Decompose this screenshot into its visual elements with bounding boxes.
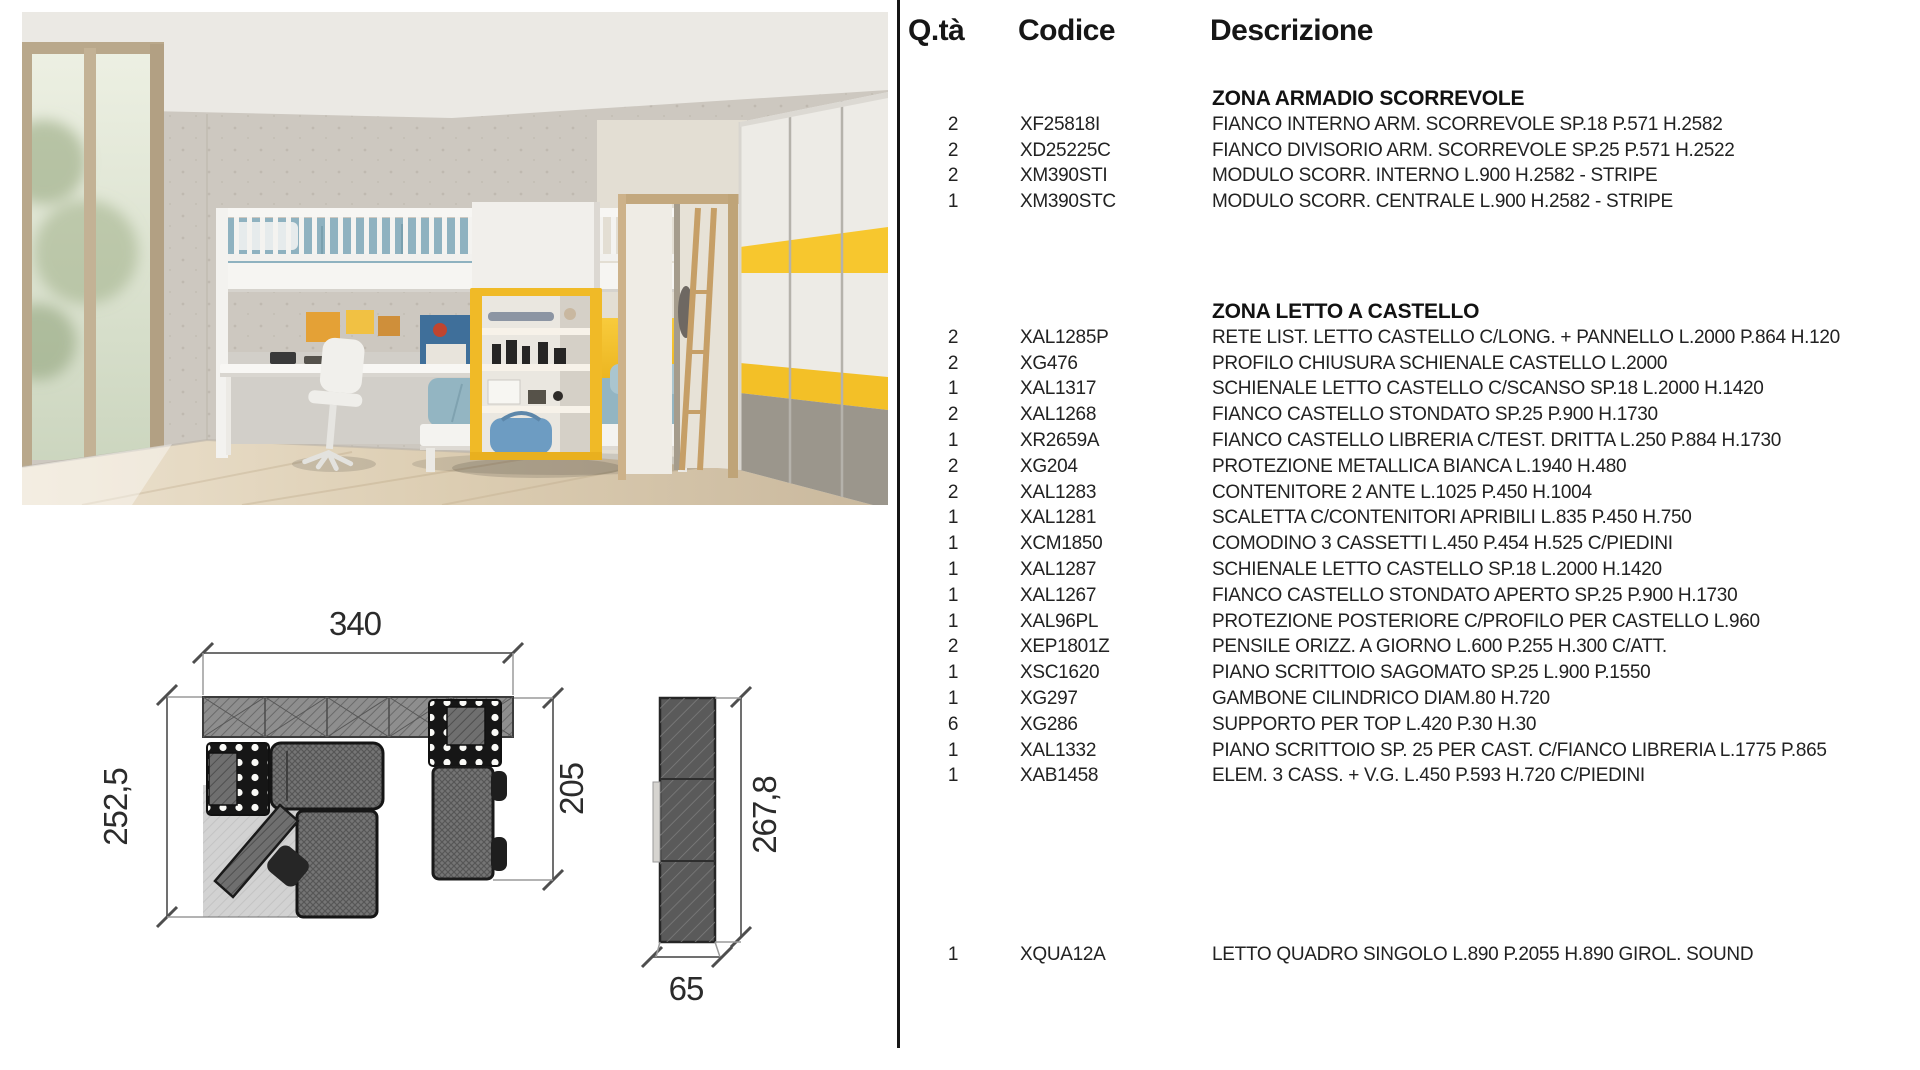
qty-cell: 2 — [947, 352, 959, 374]
qty-cell: 2 — [947, 481, 959, 503]
desc-cell: FIANCO INTERNO ARM. SCORREVOLE SP.18 P.571 H.2582 — [1212, 113, 1723, 135]
parts-row — [908, 454, 1920, 480]
qty-cell: 1 — [947, 584, 959, 606]
desc-cell: PIANO SCRITTOIO SAGOMATO SP.25 L.900 P.1550 — [1212, 662, 1651, 684]
vertical-divider-line — [897, 0, 900, 1048]
qty-cell: 2 — [947, 636, 959, 658]
elev-dim-height: 267,8 — [746, 776, 783, 854]
code-cell: XG476 — [1020, 352, 1078, 374]
code-cell: XAL1317 — [1020, 378, 1097, 400]
code-cell: XAL1332 — [1020, 739, 1097, 761]
window — [22, 42, 164, 472]
parts-row — [908, 377, 1920, 403]
code-cell: XD25225C — [1020, 139, 1111, 161]
parts-section — [908, 85, 1920, 215]
code-cell: XAL1287 — [1020, 559, 1097, 581]
desc-cell: MODULO SCORR. INTERNO L.900 H.2582 - STRIPE — [1212, 165, 1658, 187]
doorway — [618, 194, 744, 480]
desc-cell: PROTEZIONE POSTERIORE C/PROFILO PER CASTELLO L.960 — [1212, 610, 1760, 632]
code-cell: XAL1268 — [1020, 404, 1097, 426]
parts-section — [908, 942, 1920, 968]
desc-cell: COMODINO 3 CASSETTI L.450 P.454 H.525 C/PIEDINI — [1212, 533, 1673, 555]
parts-row — [908, 738, 1920, 764]
qty-cell: 1 — [947, 943, 959, 965]
code-cell: XAL1267 — [1020, 584, 1097, 606]
code-cell: XG286 — [1020, 713, 1078, 735]
parts-row — [908, 506, 1920, 532]
qty-column-header: Q.tà — [908, 14, 965, 47]
desc-cell: MODULO SCORR. CENTRALE L.900 H.2582 - STRIPE — [1212, 191, 1673, 213]
qty-cell: 1 — [947, 610, 959, 632]
room-photo-illustration — [22, 12, 888, 505]
parts-row — [908, 351, 1920, 377]
desc-cell: PENSILE ORIZZ. A GIORNO L.600 P.255 H.300 C/ATT. — [1212, 636, 1667, 658]
qty-cell: 1 — [947, 739, 959, 761]
code-cell: XAL1283 — [1020, 481, 1097, 503]
qty-cell: 2 — [947, 404, 959, 426]
desc-column-header: Descrizione — [1210, 14, 1373, 47]
elev-dim-width: 65 — [668, 970, 704, 1007]
sliding-wardrobe — [740, 92, 888, 505]
parts-row — [908, 660, 1920, 686]
parts-row — [908, 480, 1920, 506]
desc-cell: FIANCO CASTELLO LIBRERIA C/TEST. DRITTA L.250 P.884 H.1730 — [1212, 430, 1782, 452]
parts-row — [908, 402, 1920, 428]
code-cell: XSC1620 — [1020, 662, 1100, 684]
qty-cell: 2 — [947, 113, 959, 135]
desc-cell: LETTO QUADRO SINGOLO L.890 P.2055 H.890 GIROL. SOUND — [1212, 943, 1754, 965]
desc-cell: PIANO SCRITTOIO SP. 25 PER CAST. C/FIANCO LIBRERIA L.1775 P.865 — [1212, 739, 1827, 761]
code-cell: XCM1850 — [1020, 533, 1103, 555]
qty-cell: 6 — [947, 713, 959, 735]
desc-cell: SCALETTA C/CONTENITORI APRIBILI L.835 P.450 H.750 — [1212, 507, 1692, 529]
room-photo — [22, 12, 888, 505]
qty-cell: 1 — [947, 191, 959, 213]
qty-cell: 1 — [947, 533, 959, 555]
desc-cell: FIANCO CASTELLO STONDATO SP.25 P.900 H.1730 — [1212, 404, 1658, 426]
section-title: ZONA LETTO A CASTELLO — [1212, 300, 1480, 323]
desc-cell: ELEM. 3 CASS. + V.G. L.450 P.593 H.720 C/PIEDINI — [1212, 765, 1645, 787]
parts-row — [908, 583, 1920, 609]
code-cell: XG204 — [1020, 455, 1078, 477]
code-cell: XQUA12A — [1020, 943, 1106, 965]
parts-row — [908, 764, 1920, 790]
desc-cell: FIANCO CASTELLO STONDATO APERTO SP.25 P.900 H.1730 — [1212, 584, 1738, 606]
qty-cell: 1 — [947, 378, 959, 400]
plan-dim-right: 205 — [553, 762, 590, 816]
code-cell: XEP1801Z — [1020, 636, 1110, 658]
plan-dim-left: 252,5 — [97, 768, 134, 846]
parts-row — [908, 164, 1920, 190]
qty-cell: 2 — [947, 326, 959, 348]
desc-cell: FIANCO DIVISORIO ARM. SCORREVOLE SP.25 P.571 H.2522 — [1212, 139, 1735, 161]
code-cell: XG297 — [1020, 688, 1078, 710]
parts-section — [908, 298, 1920, 789]
qty-cell: 1 — [947, 430, 959, 452]
desc-cell: SUPPORTO PER TOP L.420 P.30 H.30 — [1212, 713, 1537, 735]
parts-row — [908, 112, 1920, 138]
qty-cell: 2 — [947, 139, 959, 161]
code-cell: XM390STC — [1020, 191, 1116, 213]
desc-cell: GAMBONE CILINDRICO DIAM.80 H.720 — [1212, 688, 1550, 710]
parts-row — [908, 138, 1920, 164]
code-cell: XF25818I — [1020, 113, 1100, 135]
qty-cell: 1 — [947, 559, 959, 581]
parts-row — [908, 712, 1920, 738]
parts-row — [908, 635, 1920, 661]
parts-row — [908, 686, 1920, 712]
parts-table — [908, 0, 1920, 1070]
code-cell: XM390STI — [1020, 165, 1108, 187]
qty-cell: 1 — [947, 507, 959, 529]
parts-row — [908, 325, 1920, 351]
wardrobe-elevation-drawing — [628, 655, 828, 1055]
plan-dim-top: 340 — [328, 605, 382, 642]
desc-cell: SCHIENALE LETTO CASTELLO C/SCANSO SP.18 L.2000 H.1420 — [1212, 378, 1764, 400]
code-cell: XAB1458 — [1020, 765, 1099, 787]
desc-cell: CONTENITORE 2 ANTE L.1025 P.450 H.1004 — [1212, 481, 1592, 503]
parts-row — [908, 609, 1920, 635]
code-cell: XAL1281 — [1020, 507, 1097, 529]
floor-plan-drawing — [55, 545, 615, 1045]
section-title: ZONA ARMADIO SCORREVOLE — [1212, 87, 1525, 110]
code-cell: XAL1285P — [1020, 326, 1109, 348]
desc-cell: PROFILO CHIUSURA SCHIENALE CASTELLO L.2000 — [1212, 352, 1668, 374]
qty-cell: 2 — [947, 165, 959, 187]
qty-cell: 2 — [947, 455, 959, 477]
code-column-header: Codice — [1018, 14, 1116, 47]
yellow-bookshelf — [470, 202, 602, 460]
qty-cell: 1 — [947, 765, 959, 787]
desc-cell: RETE LIST. LETTO CASTELLO C/LONG. + PANNELLO L.2000 P.864 H.120 — [1212, 326, 1840, 348]
code-cell: XR2659A — [1020, 430, 1100, 452]
parts-row — [908, 557, 1920, 583]
qty-cell: 1 — [947, 662, 959, 684]
qty-cell: 1 — [947, 688, 959, 710]
desc-cell: PROTEZIONE METALLICA BIANCA L.1940 H.480 — [1212, 455, 1627, 477]
parts-row — [908, 428, 1920, 454]
desc-cell: SCHIENALE LETTO CASTELLO SP.18 L.2000 H.1420 — [1212, 559, 1662, 581]
code-cell: XAL96PL — [1020, 610, 1099, 632]
parts-row — [908, 942, 1920, 968]
parts-row — [908, 531, 1920, 557]
parts-row — [908, 189, 1920, 215]
